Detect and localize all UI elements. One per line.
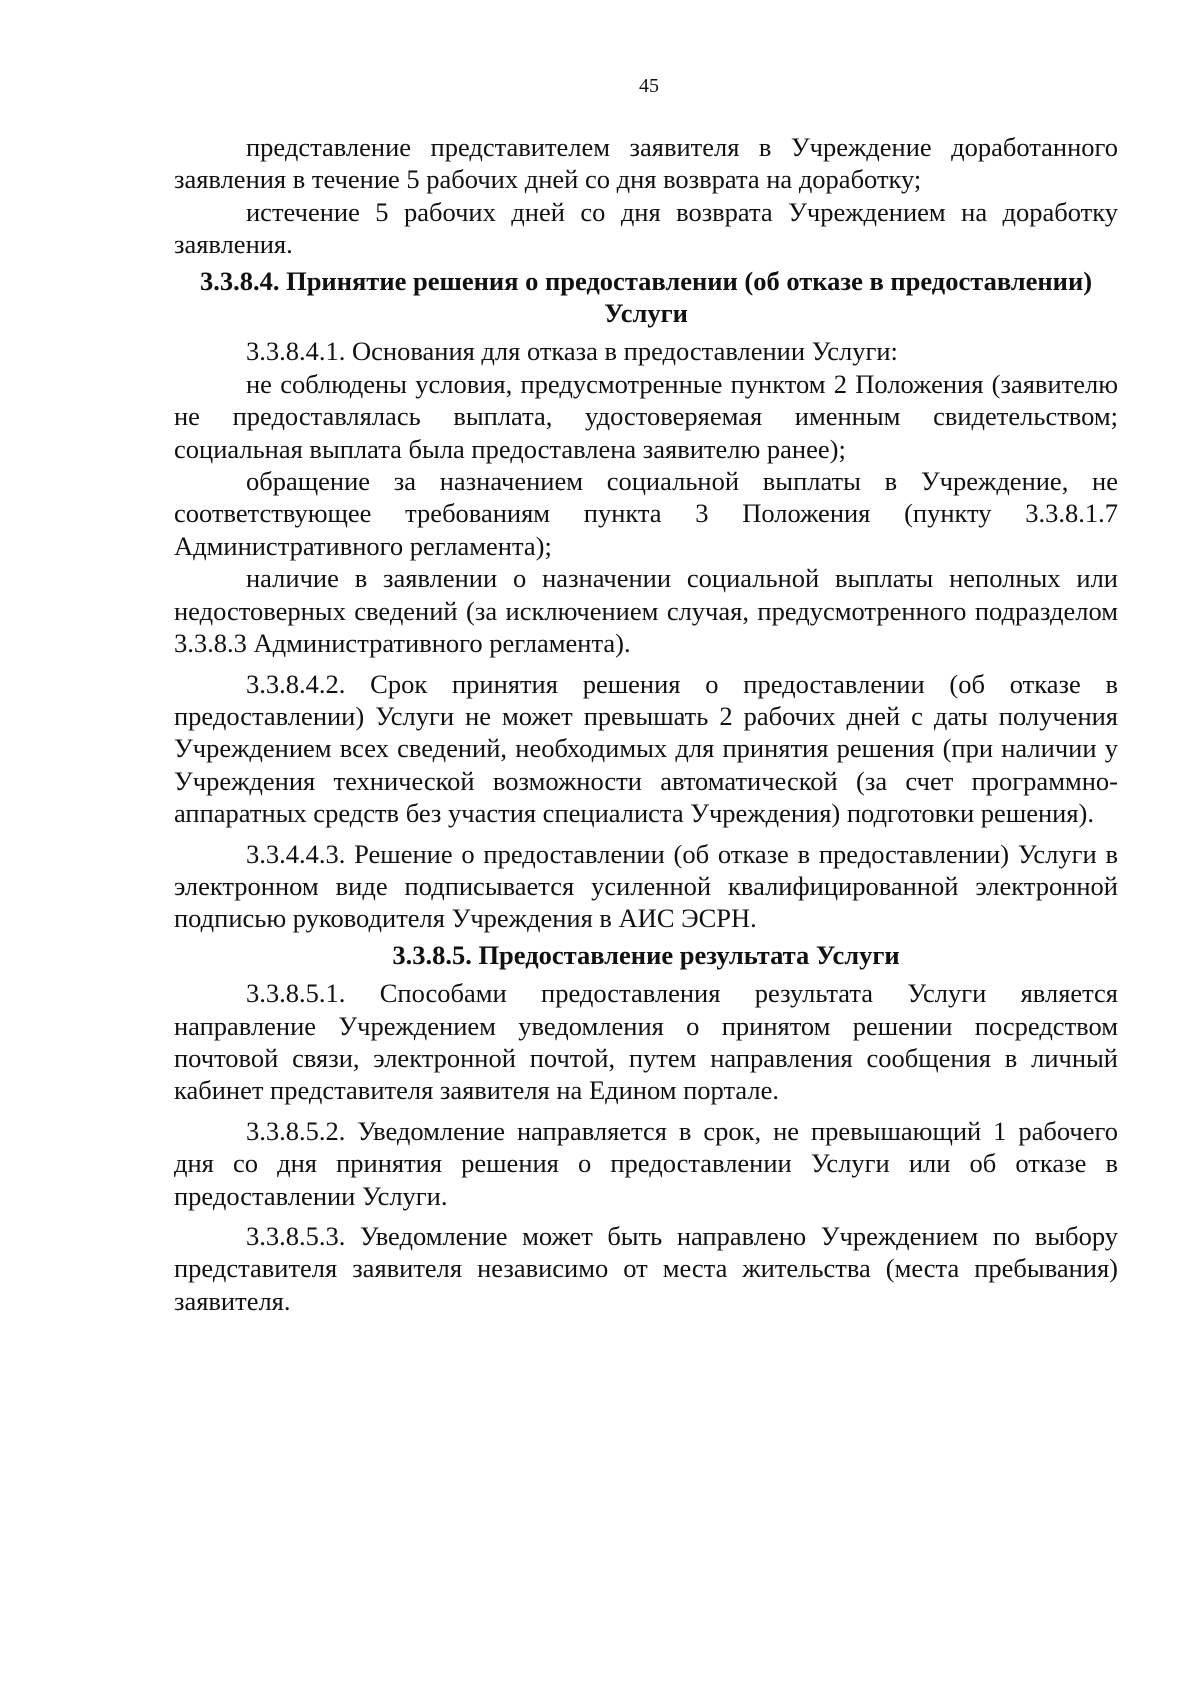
paragraph-3-3-4-4-3: 3.3.4.4.3. Решение о предоставлении (об отказе в предоставлении) Услуги в электронном виде подписывается усиленной квалифицированной электронной подписью руководителя Учреждения в АИС ЭСРН. [174,838,1118,934]
intro-paragraph-2: истечение 5 рабочих дней со дня возврата Учреждением на доработку заявления. [174,196,1118,260]
refusal-ground-1: не соблюдены условия, предусмотренные пунктом 2 Положения (заявителю не предоставлялась выплата, удостоверяемая именным свидетельством; социальная выплата была предоставлена заявителю ранее); [174,368,1118,464]
page-number: 45 [639,75,659,97]
paragraph-3-3-8-4-1: 3.3.8.4.1. Основания для отказа в предоставлении Услуги: [246,336,898,367]
paragraph-3-3-8-4-2: 3.3.8.4.2. Срок принятия решения о предоставлении (об отказе в предоставлении) Услуги не может превышать 2 рабочих дней с даты получения Учреждением всех сведений, необходимых для принятия решения (при наличии у Учреждения технической возможности автоматической (за счет программно-аппаратных средств без участия специалиста Учреждения) подготовки решения). [174,668,1118,829]
paragraph-3-3-8-5-2: 3.3.8.5.2. Уведомление направляется в срок, не превышающий 1 рабочего дня со дня принятия решения о предоставлении Услуги или об отказе в предоставлении Услуги. [174,1115,1118,1211]
refusal-ground-3: наличие в заявлении о назначении социальной выплаты неполных или недостоверных сведений (за исключением случая, предусмотренного подразделом 3.3.8.3 Административного регламента). [174,563,1118,659]
section-heading-3-3-8-5: 3.3.8.5. Предоставление результата Услуги [392,939,900,970]
section-heading-3-3-8-4: 3.3.8.4. Принятие решения о предоставлении (об отказе в предоставлении) Услуги [199,265,1093,329]
paragraph-3-3-8-5-3: 3.3.8.5.3. Уведомление может быть направлено Учреждением по выбору представителя заявителя независимо от места жительства (места пребывания) заявителя. [174,1221,1118,1316]
paragraph-3-3-8-5-1: 3.3.8.5.1. Способами предоставления результата Услуги является направление Учреждением уведомления о принятом решении посредством почтовой связи, электронной почтой, путем направления сообщения в личный кабинет представителя заявителя на Едином портале. [174,978,1118,1106]
intro-paragraph-1: представление представителем заявителя в Учреждение доработанного заявления в течение 5 рабочих дней со дня возврата на доработку; [174,132,1118,195]
refusal-ground-2: обращение за назначением социальной выплаты в Учреждение, не соответствующее требованиям пункта 3 Положения (пункту 3.3.8.1.7 Административного регламента); [174,466,1118,561]
